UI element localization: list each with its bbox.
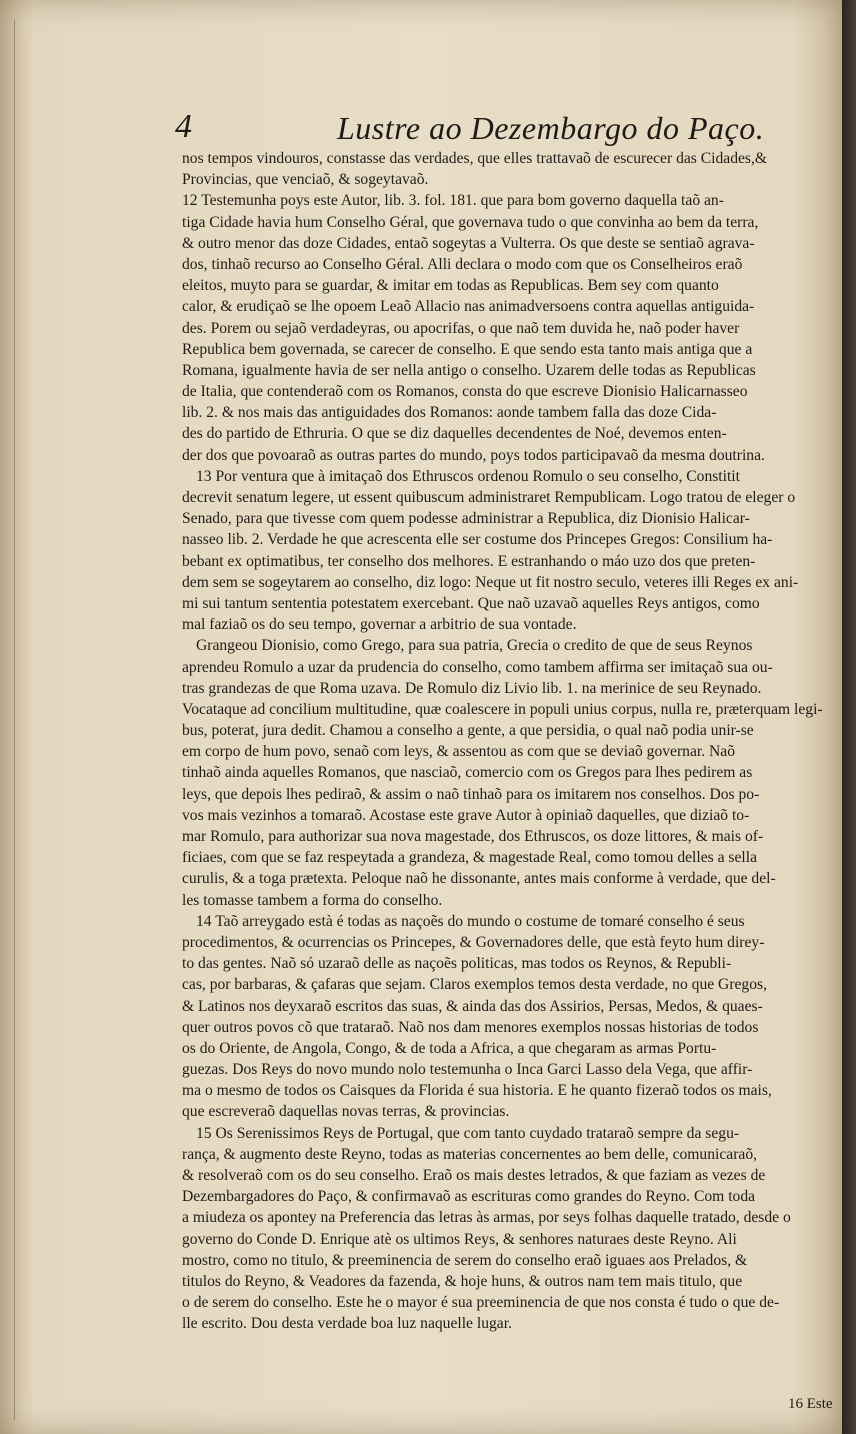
text-line: procedimentos, & ocurrencias os Princepes, & Governadores delle, que està feyto hum direy- bbox=[182, 933, 765, 951]
text-line: decrevit senatum legere, ut essent quibuscum administraret Rempublicam. Logo tratou de eleger o bbox=[182, 489, 796, 506]
text-line: mi sui tantum sententia potestatem exercebant. Que naõ uzavaõ aquelles Reys antigos, como bbox=[182, 594, 760, 612]
page-header bbox=[175, 108, 815, 152]
text-line: dos, tinhaõ recurso ao Conselho Géral. Alli declara o modo com que os Conselheiros eraõ bbox=[182, 255, 743, 273]
text-line: leys, que depois lhes pediraõ, & assim o naõ tinhaõ para os imitarem nos conselhos. Dos po- bbox=[182, 785, 760, 803]
text-line: Dezembargadores do Paço, & confirmavaõ as escrituras como grandes do Reyno. Com toda bbox=[182, 1188, 756, 1206]
text-line: der dos que povoaraõ as outras partes do mundo, poys todos participavaõ da mesma doutrina. bbox=[182, 446, 765, 464]
text-line: rança, & augmento deste Reyno, todas as materias concernentes ao bem delle, comunicaraõ, bbox=[182, 1145, 758, 1163]
text-line: em corpo de hum povo, senaõ com leys, & assentou as com que se deviaõ governar. Naõ bbox=[182, 743, 735, 761]
text-line: bus, poterat, jura dedit. Chamou a conselho a gente, a que persidia, o qual naõ podia unir-se bbox=[182, 722, 754, 740]
text-line: bebant ex optimatibus, ter conselho dos melhores. E estranhando o máo uzo dos que preten- bbox=[182, 552, 756, 570]
text-line: des do partido de Ethruria. O que se diz daquelles decendentes de Noé, devemos enten- bbox=[182, 425, 727, 443]
running-title: Lustre ao Dezembargo do Paço. bbox=[337, 110, 765, 146]
text-line: 15 Os Serenissimos Reys de Portugal, que com tanto cuydado trataraõ sempre da segu- bbox=[196, 1124, 740, 1142]
text-line: titulos do Reyno, & Veadores da fazenda, & hoje huns, & outros nam tem mais titulo, que bbox=[182, 1272, 743, 1290]
text-line: governo do Conde D. Enrique atè os ultimos Reys, & senhores naturaes deste Reyno. Ali bbox=[182, 1230, 737, 1248]
text-line: o de serem do conselho. Este he o mayor é sua preeminencia de que nos consta é tudo o que de- bbox=[182, 1294, 780, 1312]
text-line: cas, por barbaras, & çafaras que sejam. Claros exemplos temos desta verdade, no que Gregos, bbox=[182, 976, 767, 994]
text-line: guezas. Dos Reys do novo mundo nolo testemunha o Inca Garci Lasso dela Vega, que affir- bbox=[182, 1061, 753, 1079]
text-line: 12 Testemunha poys este Autor, lib. 3. fol. 181. que para bom governo daquella taõ an- bbox=[182, 192, 724, 210]
text-line: aprendeu Romulo a uzar da prudencia do conselho, como tambem affirma ser imitaçaõ sua ou- bbox=[182, 658, 773, 676]
text-line: os do Oriente, de Angola, Congo, & de toda a Africa, a que chegaram as armas Portu- bbox=[182, 1039, 717, 1057]
body-text bbox=[182, 148, 832, 1335]
text-line: eleitos, muyto para se guardar, & imitar em todas as Republicas. Bem sey com quanto bbox=[182, 277, 719, 295]
text-line: que escreveraõ daquellas novas terras, & provincias. bbox=[182, 1103, 510, 1121]
text-line: mal faziaõ os do seu tempo, governar a arbitrio de sua vontade. bbox=[182, 616, 577, 634]
text-line: les tomasse tambem a forma do conselho. bbox=[182, 891, 443, 909]
text-line: & Latinos nos deyxaraõ escritos das suas, & ainda das dos Assirios, Persas, Medos, & quaes- bbox=[182, 997, 763, 1015]
text-line: lib. 2. & nos mais das antiguidades dos Romanos: aonde tambem falla das doze Cida- bbox=[182, 404, 717, 422]
catchword: 16 Este bbox=[788, 1396, 833, 1412]
text-line: mostro, como no titulo, & preeminencia de serem do conselho eraõ iguaes aos Prelados, & bbox=[182, 1251, 748, 1269]
text-line: a miudeza os apontey na Preferencia das letras às armas, por seys folhas daquelle tratado, desde o bbox=[182, 1209, 791, 1227]
text-line: tras grandezas de que Roma uzava. De Romulo diz Livio lib. 1. na merinice de seu Reynado. bbox=[182, 679, 762, 697]
text-line: ma o mesmo de todos os Caisques da Florida é sua historia. E he quanto fizeraõ todos os mais, bbox=[182, 1082, 772, 1100]
book-edge bbox=[842, 0, 856, 1434]
text-line: Grangeou Dionisio, como Grego, para sua patria, Grecia o credito de que de seus Reynos bbox=[196, 637, 753, 655]
text-line: nasseo lib. 2. Verdade he que acrescenta elle ser costume dos Princepes Gregos: Consilium ha- bbox=[182, 531, 773, 549]
text-line: des. Porem ou sejaõ verdadeyras, ou apocrifas, o que naõ tem duvida he, naõ poder haver bbox=[182, 319, 740, 337]
text-line: calor, & erudiçaõ se lhe opoem Leaõ Allacio nas animadversoens contra aquellas antiguida- bbox=[182, 298, 755, 316]
text-line: vos mais vezinhos a tomaraõ. Acostase este grave Autor à opiniaõ daquelles, que diziaõ to- bbox=[182, 806, 750, 824]
text-line: Provincias, que venciaõ, & sogeytavaõ. bbox=[182, 171, 429, 189]
page-number: 4 bbox=[175, 108, 192, 145]
text-line: dem sem se sogeytarem ao conselho, diz logo: Neque ut fit nostro seculo, veteres illi Reges ex ani- bbox=[182, 573, 799, 591]
text-line: 13 Por ventura que à imitaçaõ dos Ethruscos ordenou Romulo o seu conselho, Constitit bbox=[196, 467, 740, 485]
page-margin-line bbox=[14, 20, 15, 1420]
text-line: Vocataque ad concilium multitudine, quæ coalescere in populi unius corpus, nulla re, præterquam legi- bbox=[182, 700, 823, 718]
text-line: lle escrito. Dou desta verdade boa luz naquelle lugar. bbox=[182, 1315, 512, 1333]
text-line: tiga Cidade havia hum Conselho Géral, que governava tudo o que convinha ao bem da terra, bbox=[182, 213, 759, 231]
text-line: ficiaes, com que se faz respeytada a grandeza, & magestade Real, como tomou delles a sella bbox=[182, 849, 757, 867]
text-line: & outro menor das doze Cidades, entaõ sogeytas a Vulterra. Os que deste se sentiaõ agrava- bbox=[182, 234, 755, 252]
text-line: Romana, igualmente havia de ser nella antigo o conselho. Uzarem delle todas as Republicas bbox=[182, 361, 756, 379]
text-line: quer outros povos cõ que trataraõ. Naõ nos dam menores exemplos nossas historias de todos bbox=[182, 1018, 759, 1036]
text-line: tinhaõ ainda aquelles Romanos, que nasciaõ, comercio com os Gregos para lhes pedirem as bbox=[182, 764, 753, 782]
text-line: curulis, & a toga prætexta. Peloque naõ he dissonante, antes mais conforme à verdade, que del- bbox=[182, 870, 776, 888]
text-line: Senado, para que tivesse com quem podesse administrar a Republica, diz Dionisio Halicar- bbox=[182, 510, 750, 528]
text-line: to das gentes. Naõ só uzaraõ delle as naçoẽs politicas, mas todos os Reynos, & Republi- bbox=[182, 955, 732, 973]
text-line: Republica bem governada, se carecer de conselho. E que sendo esta tanto mais antiga que a bbox=[182, 340, 753, 358]
text-line: nos tempos vindouros, constasse das verdades, que elles trattavaõ de escurecer das Cidades,& bbox=[182, 150, 768, 167]
text-line: 14 Taõ arreygado està é todas as naçoẽs do mundo o costume de tomaré conselho é seus bbox=[196, 912, 745, 930]
text-line: de Italia, que contenderaõ com os Romanos, consta do que escreve Dionisio Halicarnasseo bbox=[182, 383, 748, 401]
text-line: mar Romulo, para authorizar sua nova magestade, dos Ethruscos, os doze littores, & mais of- bbox=[182, 828, 764, 845]
text-line: & resolveraõ com os do seu conselho. Eraõ os mais destes letrados, & que faziam as vezes de bbox=[182, 1167, 766, 1184]
